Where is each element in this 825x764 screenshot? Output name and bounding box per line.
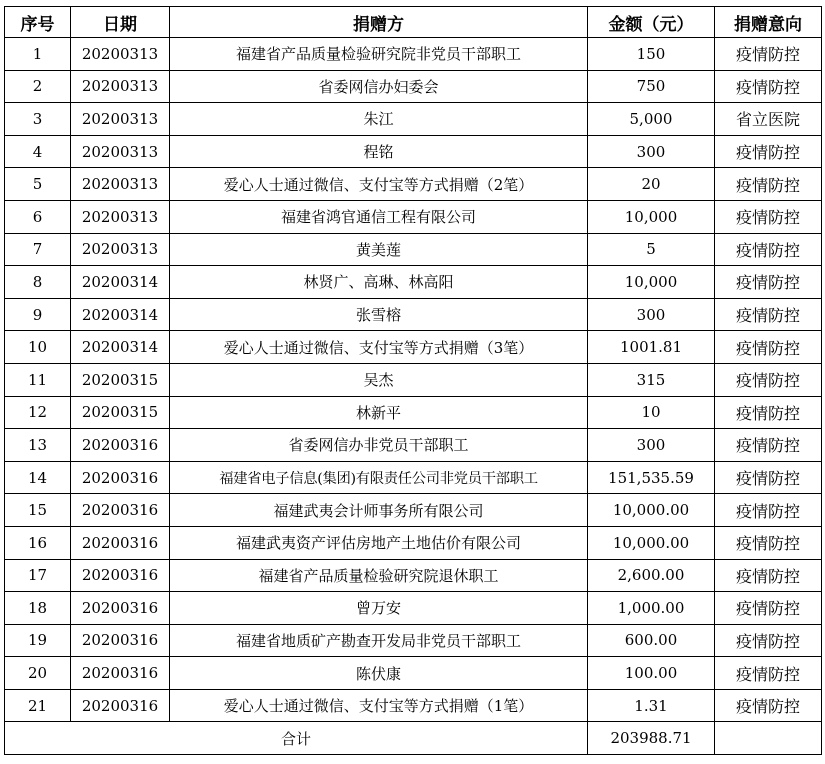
- row-amount-cell: 600.00: [588, 624, 715, 657]
- row-date-cell: 20200316: [71, 657, 170, 690]
- row-purpose-cell: 疫情防控: [715, 624, 822, 657]
- row-date-cell: 20200313: [71, 103, 170, 136]
- row-index-cell: 10: [5, 331, 71, 364]
- row-purpose-cell: 疫情防控: [715, 657, 822, 690]
- table-row: [5, 266, 822, 299]
- row-purpose-cell: 疫情防控: [715, 526, 822, 559]
- row-donor-cell: 省委网信办妇委会: [170, 70, 588, 103]
- row-purpose-cell: 疫情防控: [715, 168, 822, 201]
- row-index-cell: 5: [5, 168, 71, 201]
- row-amount-cell: 10: [588, 396, 715, 429]
- row-purpose-cell: 省立医院: [715, 103, 822, 136]
- table-row: [5, 657, 822, 690]
- table-row: [5, 559, 822, 592]
- row-amount-cell: 300: [588, 135, 715, 168]
- row-amount-cell: 20: [588, 168, 715, 201]
- table-row: [5, 689, 822, 722]
- row-donor-cell: 朱江: [170, 103, 588, 136]
- row-index-cell: 2: [5, 70, 71, 103]
- row-index-cell: 18: [5, 592, 71, 625]
- table-row: [5, 38, 822, 71]
- row-purpose-cell: 疫情防控: [715, 331, 822, 364]
- row-purpose-cell: 疫情防控: [715, 559, 822, 592]
- row-date-cell: 20200315: [71, 396, 170, 429]
- row-amount-cell: 1001.81: [588, 331, 715, 364]
- row-date-cell: 20200314: [71, 298, 170, 331]
- row-donor-cell: 福建武夷资产评估房地产土地估价有限公司: [170, 526, 588, 559]
- row-donor-cell: 程铭: [170, 135, 588, 168]
- row-index-cell: 12: [5, 396, 71, 429]
- row-amount-cell: 100.00: [588, 657, 715, 690]
- row-amount-cell: 1.31: [588, 689, 715, 722]
- row-amount-cell: 750: [588, 70, 715, 103]
- row-amount-cell: 151,535.59: [588, 461, 715, 494]
- header-amount: 金额（元）: [588, 7, 715, 38]
- row-date-cell: 20200314: [71, 331, 170, 364]
- row-index-cell: 20: [5, 657, 71, 690]
- row-index-cell: 11: [5, 363, 71, 396]
- row-index-cell: 16: [5, 526, 71, 559]
- table-row: [5, 461, 822, 494]
- row-amount-cell: 315: [588, 363, 715, 396]
- row-amount-cell: 10,000.00: [588, 494, 715, 527]
- row-donor-cell: 黄美莲: [170, 233, 588, 266]
- row-donor-cell: 林新平: [170, 396, 588, 429]
- row-donor-cell: 爱心人士通过微信、支付宝等方式捐赠（2笔）: [170, 168, 588, 201]
- row-date-cell: 20200313: [71, 200, 170, 233]
- row-date-cell: 20200313: [71, 70, 170, 103]
- row-donor-cell: 爱心人士通过微信、支付宝等方式捐赠（3笔）: [170, 331, 588, 364]
- header-row: [5, 7, 822, 38]
- table-row: [5, 70, 822, 103]
- table-row: [5, 233, 822, 266]
- row-purpose-cell: 疫情防控: [715, 396, 822, 429]
- row-purpose-cell: 疫情防控: [715, 461, 822, 494]
- row-index-cell: 19: [5, 624, 71, 657]
- row-date-cell: 20200316: [71, 429, 170, 462]
- header-date: 日期: [71, 7, 170, 38]
- row-date-cell: 20200316: [71, 624, 170, 657]
- row-amount-cell: 10,000: [588, 200, 715, 233]
- row-amount-cell: 300: [588, 429, 715, 462]
- table-row: [5, 135, 822, 168]
- row-donor-cell: 张雪榕: [170, 298, 588, 331]
- row-amount-cell: 10,000: [588, 266, 715, 299]
- table-row: [5, 363, 822, 396]
- row-date-cell: 20200313: [71, 233, 170, 266]
- table-footer: [5, 722, 822, 755]
- total-amount: 203988.71: [588, 722, 715, 755]
- row-donor-cell: 林贤广、高琳、林高阳: [170, 266, 588, 299]
- donation-table: [4, 6, 822, 755]
- row-amount-cell: 300: [588, 298, 715, 331]
- row-donor-cell: 福建省产品质量检验研究院非党员干部职工: [170, 38, 588, 71]
- table-row: [5, 396, 822, 429]
- table-row: [5, 331, 822, 364]
- table-row: [5, 494, 822, 527]
- row-purpose-cell: 疫情防控: [715, 689, 822, 722]
- table-header: [5, 7, 822, 38]
- table-row: [5, 103, 822, 136]
- row-index-cell: 8: [5, 266, 71, 299]
- row-donor-cell: 曾万安: [170, 592, 588, 625]
- table-body: [5, 38, 822, 722]
- row-index-cell: 17: [5, 559, 71, 592]
- row-index-cell: 15: [5, 494, 71, 527]
- row-donor-cell: 福建省鸿官通信工程有限公司: [170, 200, 588, 233]
- table-row: [5, 624, 822, 657]
- row-index-cell: 3: [5, 103, 71, 136]
- row-amount-cell: 150: [588, 38, 715, 71]
- table-row: [5, 200, 822, 233]
- row-index-cell: 1: [5, 38, 71, 71]
- row-amount-cell: 1,000.00: [588, 592, 715, 625]
- row-donor-cell: 爱心人士通过微信、支付宝等方式捐赠（1笔）: [170, 689, 588, 722]
- row-donor-cell: 福建省地质矿产勘查开发局非党员干部职工: [170, 624, 588, 657]
- row-date-cell: 20200316: [71, 559, 170, 592]
- row-purpose-cell: 疫情防控: [715, 233, 822, 266]
- header-donor: 捐赠方: [170, 7, 588, 38]
- row-purpose-cell: 疫情防控: [715, 135, 822, 168]
- row-date-cell: 20200313: [71, 38, 170, 71]
- table-row: [5, 298, 822, 331]
- row-purpose-cell: 疫情防控: [715, 70, 822, 103]
- table-row: [5, 526, 822, 559]
- row-amount-cell: 5,000: [588, 103, 715, 136]
- row-date-cell: 20200315: [71, 363, 170, 396]
- row-purpose-cell: 疫情防控: [715, 298, 822, 331]
- row-index-cell: 21: [5, 689, 71, 722]
- row-purpose-cell: 疫情防控: [715, 429, 822, 462]
- row-purpose-cell: 疫情防控: [715, 266, 822, 299]
- row-date-cell: 20200316: [71, 494, 170, 527]
- row-index-cell: 9: [5, 298, 71, 331]
- row-index-cell: 6: [5, 200, 71, 233]
- header-purpose: 捐赠意向: [715, 7, 822, 38]
- row-date-cell: 20200314: [71, 266, 170, 299]
- row-index-cell: 13: [5, 429, 71, 462]
- total-purpose: [715, 722, 822, 755]
- row-purpose-cell: 疫情防控: [715, 494, 822, 527]
- total-row: [5, 722, 822, 755]
- row-donor-cell: 省委网信办非党员干部职工: [170, 429, 588, 462]
- row-donor-cell: 福建省产品质量检验研究院退休职工: [170, 559, 588, 592]
- row-donor-cell: 福建省电子信息(集团)有限责任公司非党员干部职工: [170, 461, 588, 494]
- row-purpose-cell: 疫情防控: [715, 38, 822, 71]
- row-donor-cell: 福建武夷会计师事务所有限公司: [170, 494, 588, 527]
- row-index-cell: 7: [5, 233, 71, 266]
- row-amount-cell: 2,600.00: [588, 559, 715, 592]
- row-index-cell: 4: [5, 135, 71, 168]
- row-amount-cell: 5: [588, 233, 715, 266]
- row-purpose-cell: 疫情防控: [715, 592, 822, 625]
- total-label: 合计: [5, 722, 588, 755]
- row-purpose-cell: 疫情防控: [715, 363, 822, 396]
- row-amount-cell: 10,000.00: [588, 526, 715, 559]
- row-date-cell: 20200316: [71, 526, 170, 559]
- row-donor-cell: 陈伏康: [170, 657, 588, 690]
- table-row: [5, 592, 822, 625]
- row-date-cell: 20200316: [71, 689, 170, 722]
- table-row: [5, 429, 822, 462]
- row-date-cell: 20200313: [71, 135, 170, 168]
- row-date-cell: 20200313: [71, 168, 170, 201]
- row-purpose-cell: 疫情防控: [715, 200, 822, 233]
- header-index: 序号: [5, 7, 71, 38]
- row-date-cell: 20200316: [71, 461, 170, 494]
- table-row: [5, 168, 822, 201]
- row-index-cell: 14: [5, 461, 71, 494]
- row-date-cell: 20200316: [71, 592, 170, 625]
- row-donor-cell: 吴杰: [170, 363, 588, 396]
